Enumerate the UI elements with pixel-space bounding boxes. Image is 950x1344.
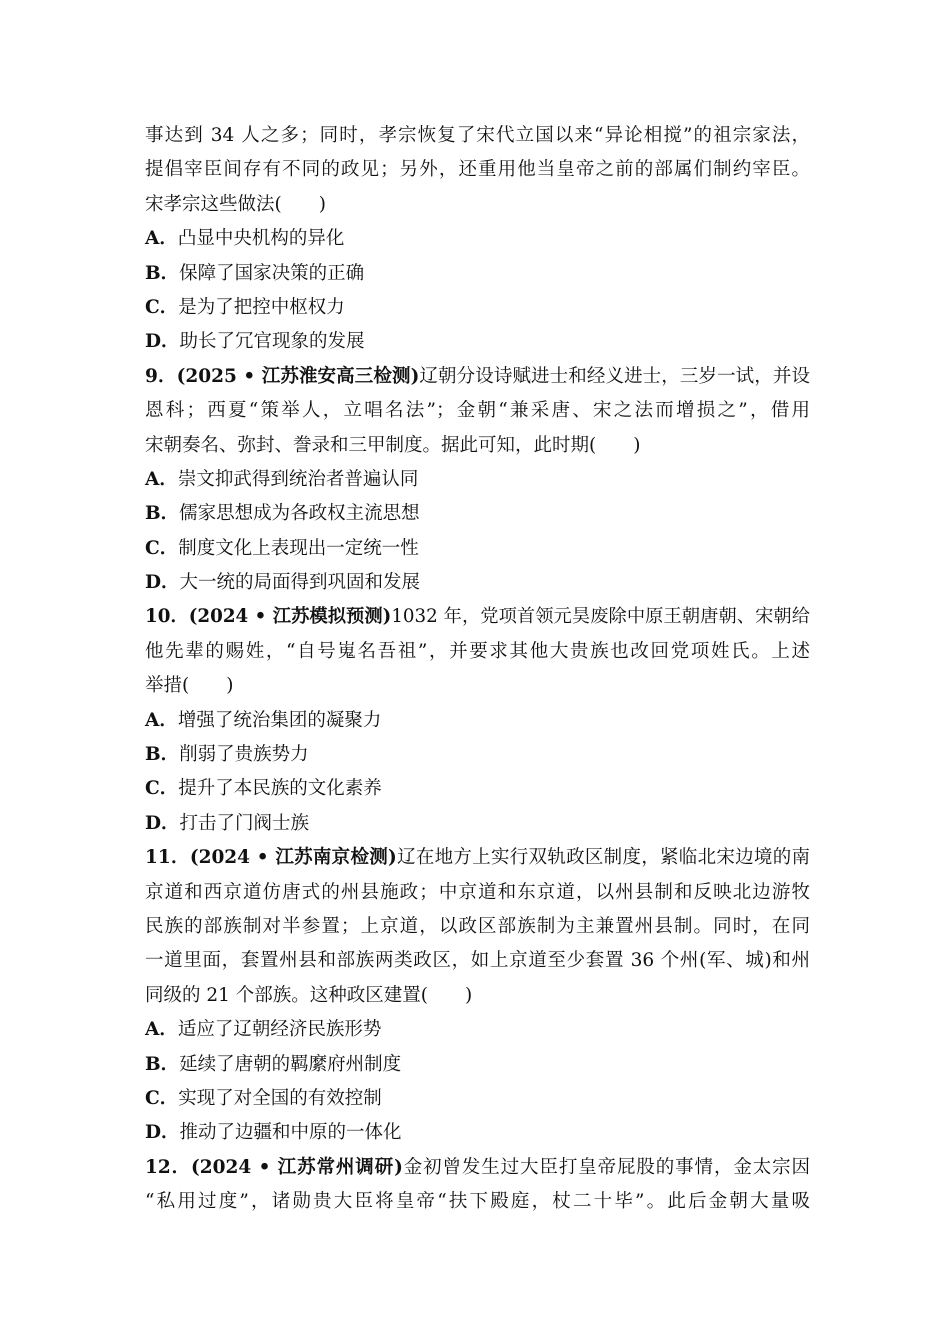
option-text: 大一统的局面得到巩固和发展 [179,572,421,594]
option-text: 崇文抑武得到统治者普遍认同 [177,468,419,490]
option-text: 增强了统治集团的凝聚力 [177,709,382,731]
option-text: 儒家思想成为各政权主流思想 [179,503,420,525]
q11-option-a [145,1013,810,1047]
q8-option-d [145,325,810,359]
question-source: (2024 • 江苏常州调研) [191,1156,403,1178]
q9-option-d [145,566,810,600]
q11-option-c [145,1082,810,1116]
q8-option-b [145,257,810,291]
option-letter: A． [145,228,178,250]
option-letter: D． [145,812,180,834]
option-text: 提升了本民族的文化素养 [178,778,382,800]
question-number: 12． [145,1156,192,1178]
q8-line-1: 事达到 34 人之多；同时，孝宗恢复了宋代立国以来“异论相搅”的祖宗家法， [145,125,810,146]
q9-option-b [145,497,810,531]
question-number: 9． [145,365,177,387]
q10-option-a [145,704,810,738]
option-text: 削弱了贵族势力 [179,744,309,766]
q11-line-4: 一道里面，套置州县和部族两类政区，如上京道至少套置 36 个州(军、城)和州 [145,950,810,972]
q11-line-1 [145,841,810,875]
q11-line-2: 京道和西京道仿唐式的州县施政；中京道和东京道，以州县制和反映北边游牧 [145,881,810,903]
option-letter: B． [145,503,180,525]
q8-line-2: 提倡宰臣间存有不同的政见；另外，还重用他当皇帝之前的部属们制约宰臣。 [145,159,810,181]
q9-line-3: 宋朝奏名、弥封、誊录和三甲制度。据此可知，此时期( ) [145,434,641,456]
question-number: 11． [145,847,190,869]
q9-line-2: 恩科；西夏“策举人，立唱名法”；金朝“兼采唐、宋之法而增损之”，借用 [145,400,810,422]
option-letter: C． [145,1087,179,1109]
option-text: 延续了唐朝的羁縻府州制度 [179,1053,402,1075]
q10-option-c [145,772,810,806]
option-letter: B． [145,262,180,284]
option-text: 打击了门阀士族 [179,812,310,834]
question-source: (2025 • 江苏淮安高三检测) [176,365,420,387]
option-text: 助长了冗官现象的发展 [179,331,365,353]
q8-option-c [145,291,810,325]
question-text: 辽朝分设诗赋进士和经义进士，三岁一试，并设 [419,365,810,387]
question-list [145,119,810,1220]
option-text: 凸显中央机构的异化 [177,228,345,250]
option-letter: A． [145,1019,178,1041]
q10-line-1 [145,600,810,634]
question-source: (2024 • 江苏模拟预测) [188,606,392,628]
q9-option-c [145,532,810,566]
q11-line-3: 民族的部族制对半参置；上京道，以政区部族制为主兼置州县制。同时，在同 [145,915,810,937]
q9-option-a [145,463,810,497]
option-letter: A． [145,709,178,731]
option-letter: D． [145,572,180,594]
option-text: 保障了国家决策的正确 [179,262,365,284]
question-text: 金初曾发生过大臣打皇帝屁股的事情，金太宗因 [402,1156,810,1178]
option-text: 实现了对全国的有效控制 [178,1087,382,1109]
question-text: 1032 年，党项首领元昊废除中原王朝唐朝、宋朝给 [391,606,810,628]
option-letter: D． [145,1122,180,1144]
option-letter: B． [145,744,180,766]
option-letter: C． [145,537,179,559]
question-source: (2024 • 江苏南京检测) [189,847,397,869]
option-text: 是为了把控中枢权力 [178,296,345,318]
q11-line-5: 同级的 21 个部族。这种政区建置( ) [145,984,473,1006]
q12-line-1 [145,1151,810,1185]
option-letter: C． [145,296,179,318]
question-number: 10． [145,606,189,628]
q10-line-2: 他先辈的赐姓，“自号嵬名吾祖”，并要求其他大贵族也改回党项姓氏。上述 [145,640,810,662]
q10-option-b [145,738,810,772]
option-letter: A． [145,468,178,490]
option-letter: C． [145,778,179,800]
q10-line-3: 举措( ) [145,675,234,697]
option-text: 适应了辽朝经济民族形势 [177,1019,382,1041]
option-letter: D． [145,331,180,353]
question-text: 辽在地方上实行双轨政区制度，紧临北宋边境的南 [396,847,810,869]
q10-option-d [145,807,810,841]
q11-option-d [145,1116,810,1150]
q11-option-b [145,1048,810,1082]
q8-option-a [145,222,810,256]
option-text: 推动了边疆和中原的一体化 [179,1122,402,1144]
q12-line-2: “私用过度”，诸勋贵大臣将皇帝“扶下殿庭，杖二十毕”。此后金朝大量吸 [145,1191,810,1213]
q8-line-3: 宋孝宗这些做法( ) [145,193,326,215]
q9-line-1 [145,360,810,394]
option-letter: B． [145,1053,180,1075]
option-text: 制度文化上表现出一定统一性 [178,537,419,559]
